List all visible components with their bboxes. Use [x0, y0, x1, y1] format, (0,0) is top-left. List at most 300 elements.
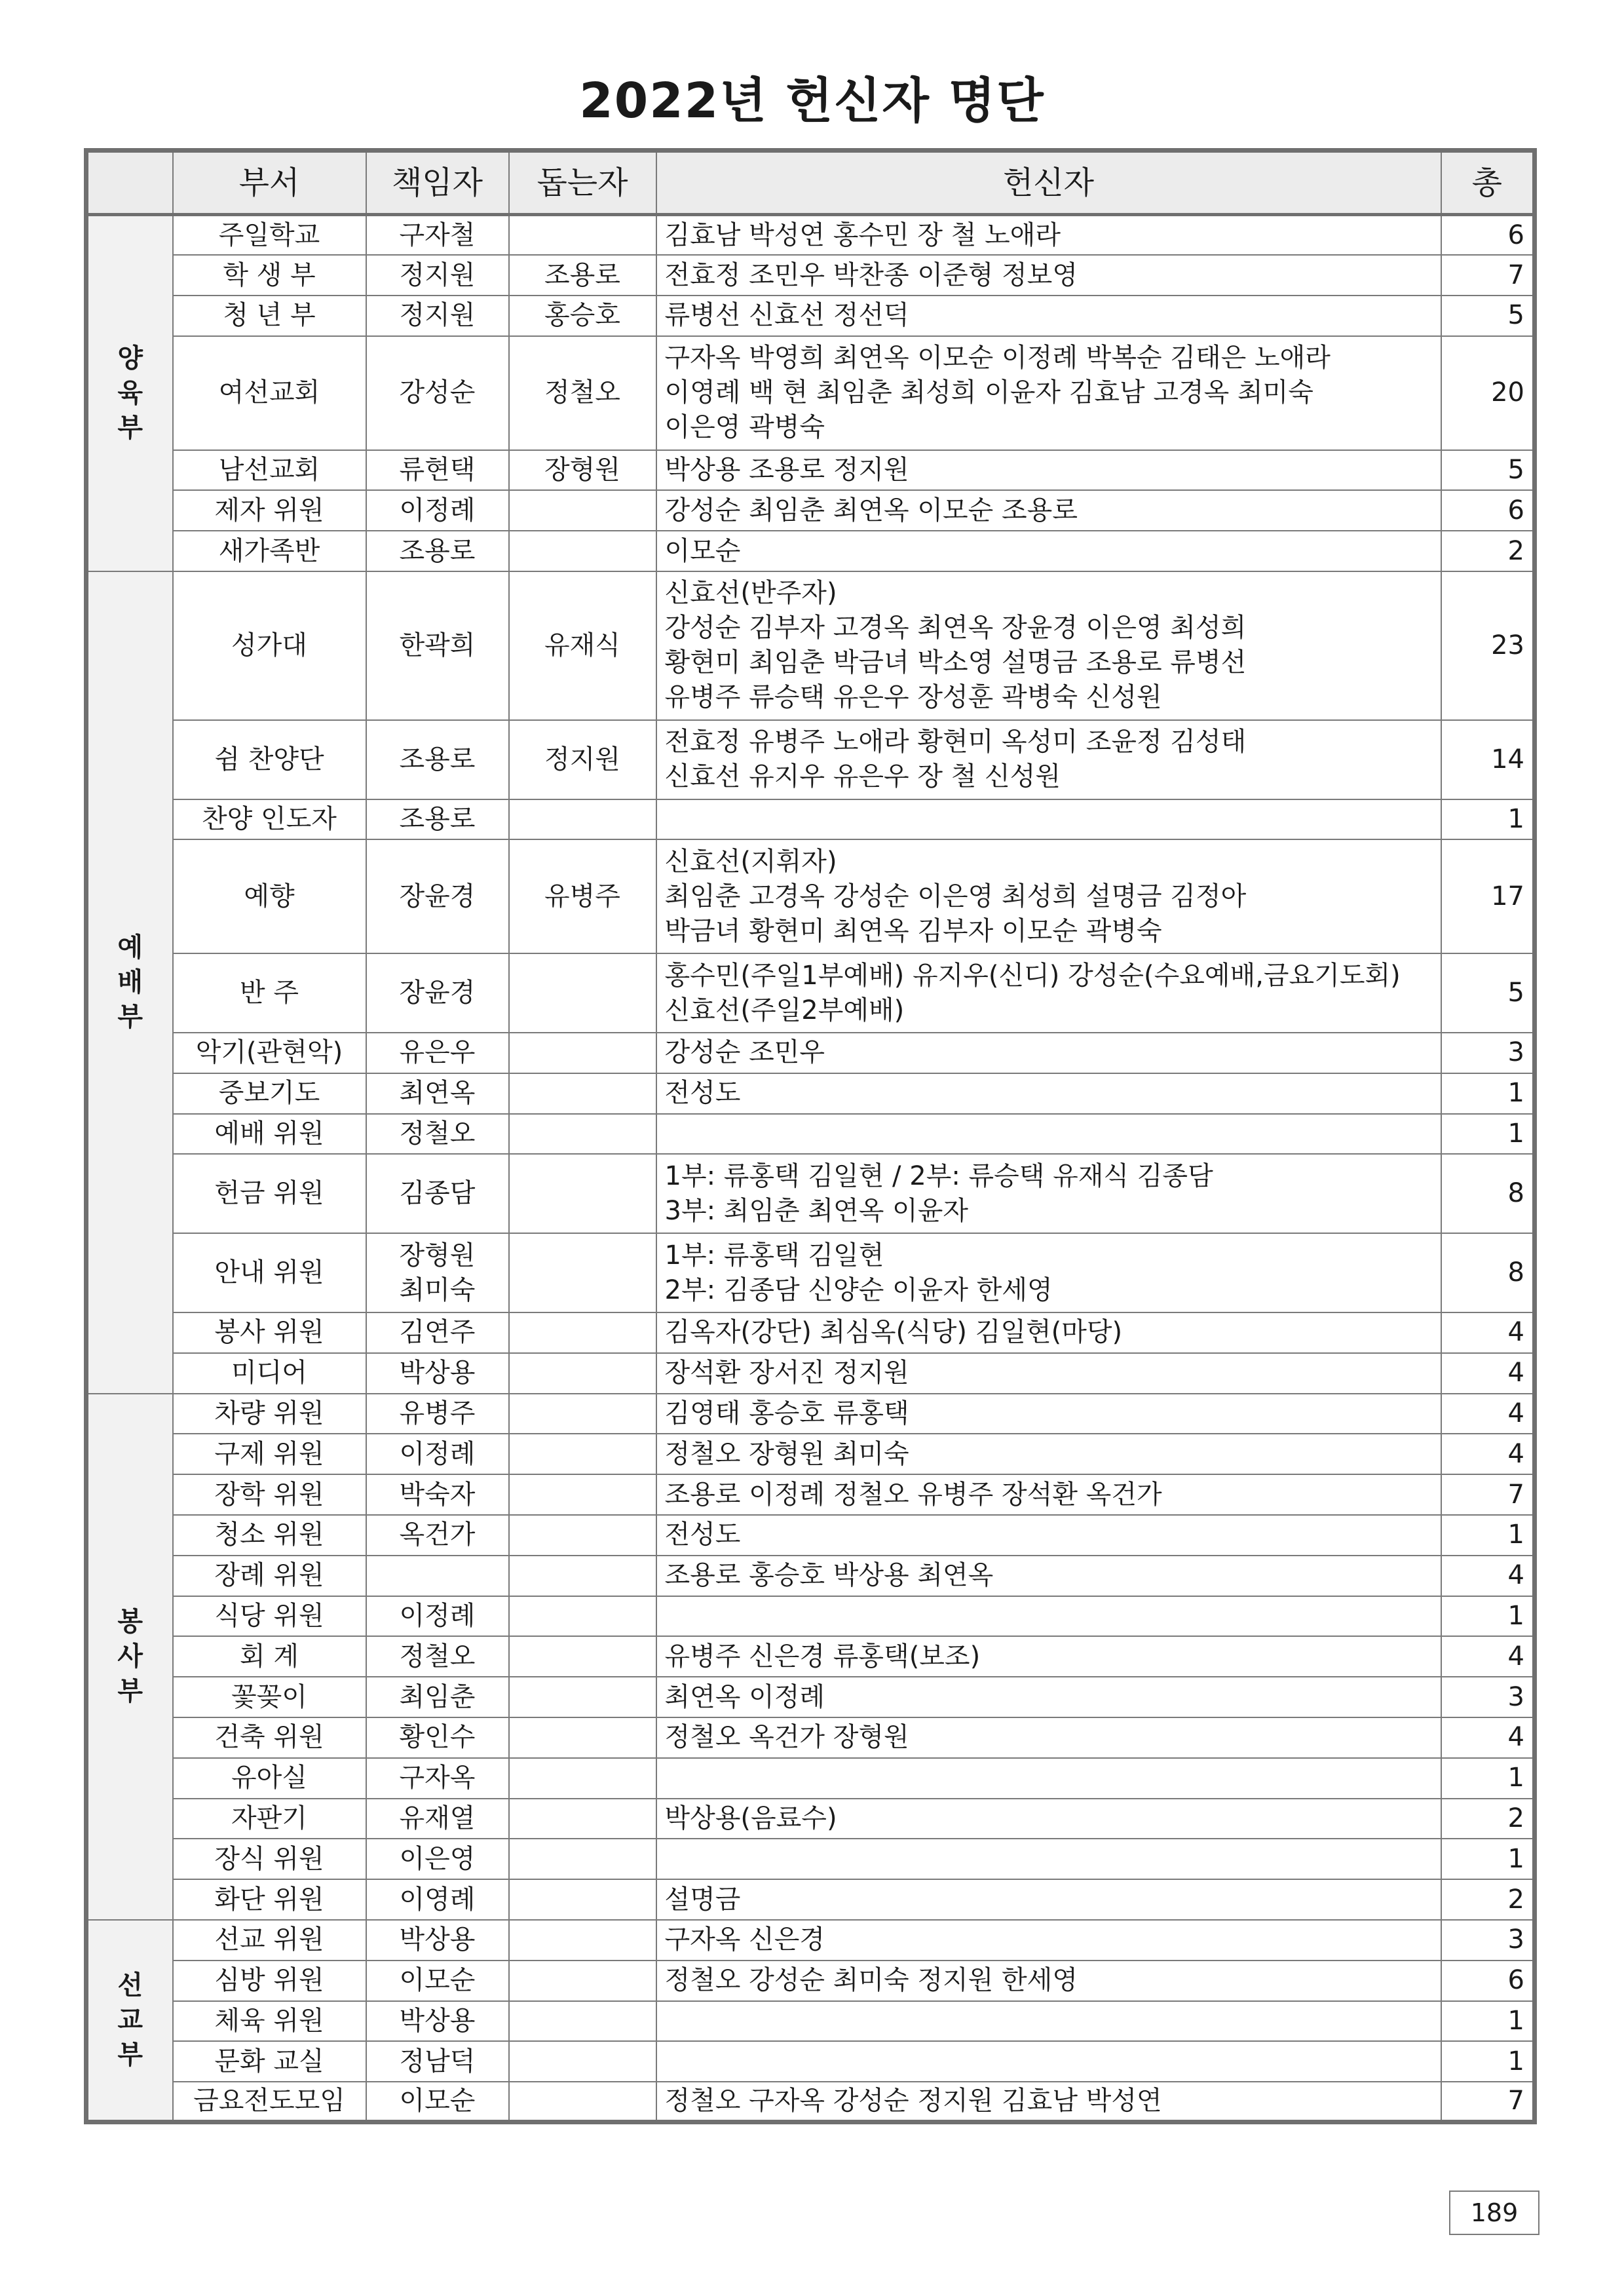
members-cell	[656, 1353, 1441, 1394]
helper-cell: 정철오	[509, 336, 656, 450]
total-cell: 4	[1441, 1636, 1535, 1677]
unit-cell: 체육 위원	[173, 2001, 366, 2042]
helper-cell	[509, 1233, 656, 1312]
helper-cell: 홍승호	[509, 296, 656, 336]
table-row	[86, 1799, 1535, 1839]
total-cell: 1	[1441, 1073, 1535, 1114]
members-cell	[656, 531, 1441, 571]
unit-cell: 중보기도	[173, 1073, 366, 1114]
unit-cell: 봉사 위원	[173, 1312, 366, 1353]
devotee-roster-table	[84, 148, 1537, 2124]
table-row	[86, 953, 1535, 1033]
table-row	[86, 450, 1535, 491]
leader-cell	[366, 1233, 509, 1312]
table-row	[86, 531, 1535, 571]
unit-cell: 헌금 위원	[173, 1154, 366, 1233]
members-line: 신효선(지휘자)	[664, 846, 837, 877]
helper-cell: 정지원	[509, 720, 656, 799]
department-name-char: 교	[117, 2004, 143, 2035]
helper-cell	[509, 953, 656, 1033]
helper-cell	[509, 1556, 656, 1596]
leader-name: 박숙자	[399, 1479, 476, 1510]
total-cell: 1	[1441, 1114, 1535, 1155]
leader-name: 정철오	[399, 1119, 476, 1149]
total-cell: 7	[1441, 1474, 1535, 1515]
header-dept	[86, 151, 173, 215]
members-line: 강성순 최임춘 최연옥 이모순 조용로	[664, 495, 1078, 526]
members-cell	[656, 2082, 1441, 2122]
members-line: 최연옥 이정례	[664, 1681, 825, 1712]
department-name-char: 양	[117, 343, 143, 374]
leader-cell	[366, 1312, 509, 1353]
helper-cell	[509, 531, 656, 571]
leader-name: 장형원	[399, 1240, 476, 1271]
helper-cell	[509, 1434, 656, 1474]
table-row	[86, 1677, 1535, 1717]
unit-cell: 예배 위원	[173, 1114, 366, 1155]
members-line: 3부: 최임춘 최연옥 이윤자	[664, 1195, 968, 1226]
leader-name: 장윤경	[399, 881, 476, 911]
members-line: 김효남 박성연 홍수민 장 철 노애라	[664, 220, 1061, 250]
leader-cell	[366, 336, 509, 450]
unit-cell: 문화 교실	[173, 2041, 366, 2082]
members-line: 박상용 조용로 정지원	[664, 455, 909, 486]
department-cell	[86, 215, 173, 572]
unit-cell: 새가족반	[173, 531, 366, 571]
unit-cell: 회 계	[173, 1636, 366, 1677]
members-line: 신효선(반주자)	[664, 578, 837, 609]
members-cell	[656, 571, 1441, 720]
unit-cell: 화단 위원	[173, 1879, 366, 1920]
total-cell: 5	[1441, 953, 1535, 1033]
department-cell	[86, 1394, 173, 1920]
unit-cell: 차량 위원	[173, 1394, 366, 1434]
members-cell	[656, 1114, 1441, 1155]
leader-name: 김종담	[399, 1178, 476, 1209]
members-line: 1부: 류홍택 김일현 / 2부: 류승택 유재식 김종담	[664, 1160, 1213, 1191]
total-cell: 7	[1441, 255, 1535, 296]
members-line: 신효선(주일2부예배)	[664, 995, 905, 1025]
unit-cell: 청소 위원	[173, 1515, 366, 1556]
leader-cell	[366, 296, 509, 336]
unit-cell: 제자 위원	[173, 490, 366, 531]
table-row	[86, 1154, 1535, 1233]
leader-name: 유병주	[399, 1398, 476, 1429]
members-line: 조용로 이정례 정철오 유병주 장석환 옥건가	[664, 1479, 1162, 1510]
helper-cell	[509, 1114, 656, 1155]
leader-name: 이은영	[399, 1843, 476, 1874]
table-row	[86, 1717, 1535, 1758]
leader-cell	[366, 531, 509, 571]
members-cell	[656, 1394, 1441, 1434]
table-row	[86, 1114, 1535, 1155]
leader-name: 김연주	[399, 1317, 476, 1348]
helper-cell: 유병주	[509, 839, 656, 953]
members-line: 전성도	[664, 1078, 741, 1109]
header-total: 총	[1441, 151, 1535, 215]
members-line: 이모순	[664, 535, 741, 566]
table-row	[86, 1596, 1535, 1637]
department-name-char: 부	[117, 2039, 143, 2070]
department-name-char: 부	[117, 1675, 143, 1706]
unit-cell: 청 년 부	[173, 296, 366, 336]
members-line: 유병주 류승택 유은우 장성훈 곽병숙 신성원	[664, 682, 1162, 713]
members-cell	[656, 1636, 1441, 1677]
total-cell: 6	[1441, 490, 1535, 531]
helper-cell	[509, 1799, 656, 1839]
table-row	[86, 1636, 1535, 1677]
members-line: 강성순 김부자 고경옥 최연옥 장윤경 이은영 최성희	[664, 613, 1247, 643]
unit-cell: 유아실	[173, 1758, 366, 1799]
unit-cell: 건축 위원	[173, 1717, 366, 1758]
leader-cell	[366, 2082, 509, 2122]
leader-name: 이정례	[399, 1601, 476, 1632]
unit-cell: 안내 위원	[173, 1233, 366, 1312]
members-cell	[656, 1879, 1441, 1920]
leader-cell	[366, 1758, 509, 1799]
table-row	[86, 2041, 1535, 2082]
unit-cell: 선교 위원	[173, 1920, 366, 1961]
department-name-char: 예	[117, 932, 143, 963]
leader-name: 조용로	[399, 535, 476, 566]
total-cell: 7	[1441, 2082, 1535, 2122]
members-cell	[656, 1515, 1441, 1556]
unit-cell: 심방 위원	[173, 1961, 366, 2001]
members-cell	[656, 1839, 1441, 1879]
leader-name: 정지원	[399, 300, 476, 331]
table-row	[86, 1515, 1535, 1556]
total-cell: 6	[1441, 215, 1535, 256]
leader-cell	[366, 839, 509, 953]
unit-cell: 쉼 찬양단	[173, 720, 366, 799]
members-line: 정철오 옥건가 장형원	[664, 1722, 909, 1753]
leader-name: 이정례	[399, 495, 476, 526]
leader-name: 이영례	[399, 1884, 476, 1915]
department-name-char: 배	[117, 966, 143, 997]
department-name-char: 사	[117, 1641, 143, 1672]
leader-cell	[366, 953, 509, 1033]
table-row	[86, 336, 1535, 450]
members-cell	[656, 1033, 1441, 1073]
total-cell: 4	[1441, 1556, 1535, 1596]
members-cell	[656, 1312, 1441, 1353]
unit-cell: 장식 위원	[173, 1839, 366, 1879]
leader-cell	[366, 571, 509, 720]
leader-name: 황인수	[399, 1722, 476, 1753]
total-cell: 3	[1441, 1920, 1535, 1961]
helper-cell	[509, 1515, 656, 1556]
table-row	[86, 1233, 1535, 1312]
total-cell: 2	[1441, 531, 1535, 571]
leader-name: 이정례	[399, 1438, 476, 1469]
department-cell	[86, 1920, 173, 2122]
leader-name: 박상용	[399, 1924, 476, 1955]
members-line: 류병선 신효선 정선덕	[664, 300, 909, 331]
unit-cell: 예향	[173, 839, 366, 953]
table-row	[86, 255, 1535, 296]
unit-cell: 자판기	[173, 1799, 366, 1839]
leader-cell	[366, 720, 509, 799]
leader-cell	[366, 1394, 509, 1434]
members-cell	[656, 1556, 1441, 1596]
table-row	[86, 215, 1535, 256]
header-helper: 돕는자	[509, 151, 656, 215]
members-cell	[656, 1717, 1441, 1758]
leader-name: 장윤경	[399, 978, 476, 1008]
table-row	[86, 1033, 1535, 1073]
members-cell	[656, 450, 1441, 491]
leader-name: 이모순	[399, 1965, 476, 1996]
leader-cell	[366, 1556, 509, 1596]
leader-name: 박상용	[399, 2005, 476, 2036]
members-line: 장석환 장서진 정지원	[664, 1358, 909, 1388]
leader-cell	[366, 1677, 509, 1717]
members-cell	[656, 1474, 1441, 1515]
members-line: 박상용(음료수)	[664, 1803, 837, 1833]
helper-cell	[509, 215, 656, 256]
members-cell	[656, 1677, 1441, 1717]
unit-cell: 장례 위원	[173, 1556, 366, 1596]
total-cell: 1	[1441, 2001, 1535, 2042]
total-cell: 6	[1441, 1961, 1535, 2001]
table-row	[86, 571, 1535, 720]
total-cell: 3	[1441, 1033, 1535, 1073]
members-cell	[656, 1799, 1441, 1839]
leader-name: 박상용	[399, 1358, 476, 1388]
leader-name: 한곽희	[399, 630, 476, 660]
table-body	[86, 215, 1535, 2122]
leader-cell	[366, 1474, 509, 1515]
members-cell	[656, 839, 1441, 953]
helper-cell	[509, 1758, 656, 1799]
leader-cell	[366, 1879, 509, 1920]
members-line: 김옥자(강단) 최심옥(식당) 김일현(마당)	[664, 1317, 1123, 1348]
leader-name: 조용로	[399, 744, 476, 775]
helper-cell: 조용로	[509, 255, 656, 296]
helper-cell	[509, 1033, 656, 1073]
table-row	[86, 799, 1535, 840]
leader-cell	[366, 490, 509, 531]
members-cell	[656, 1596, 1441, 1637]
table-header-row	[86, 151, 1535, 215]
table-row	[86, 1353, 1535, 1394]
members-cell	[656, 2001, 1441, 2042]
unit-cell: 학 생 부	[173, 255, 366, 296]
table-row	[86, 1434, 1535, 1474]
leader-cell	[366, 1596, 509, 1637]
table-row	[86, 839, 1535, 953]
leader-cell	[366, 450, 509, 491]
table-row	[86, 1394, 1535, 1434]
total-cell: 4	[1441, 1434, 1535, 1474]
helper-cell	[509, 2041, 656, 2082]
total-cell: 2	[1441, 1879, 1535, 1920]
leader-cell	[366, 255, 509, 296]
helper-cell	[509, 1596, 656, 1637]
department-cell	[86, 571, 173, 1394]
members-cell	[656, 1233, 1441, 1312]
helper-cell	[509, 1353, 656, 1394]
total-cell: 4	[1441, 1353, 1535, 1394]
helper-cell	[509, 1677, 656, 1717]
leader-name: 류현택	[399, 455, 476, 486]
unit-cell: 남선교회	[173, 450, 366, 491]
members-line: 1부: 류홍택 김일현	[664, 1240, 884, 1271]
leader-cell	[366, 215, 509, 256]
leader-name: 이모순	[399, 2086, 476, 2116]
members-line: 이영례 백 현 최임춘 최성희 이윤자 김효남 고경옥 최미숙	[664, 377, 1313, 408]
helper-cell	[509, 2082, 656, 2122]
unit-cell: 주일학교	[173, 215, 366, 256]
leader-cell	[366, 1154, 509, 1233]
members-line: 황현미 최임춘 박금녀 박소영 설명금 조용로 류병선	[664, 647, 1247, 678]
table-row	[86, 1879, 1535, 1920]
helper-cell	[509, 799, 656, 840]
leader-cell	[366, 1799, 509, 1839]
helper-cell: 유재식	[509, 571, 656, 720]
unit-cell: 찬양 인도자	[173, 799, 366, 840]
total-cell: 3	[1441, 1677, 1535, 1717]
leader-name: 조용로	[399, 804, 476, 835]
total-cell: 8	[1441, 1233, 1535, 1312]
total-cell: 1	[1441, 1515, 1535, 1556]
members-cell	[656, 953, 1441, 1033]
unit-cell: 꽃꽂이	[173, 1677, 366, 1717]
leader-name: 옥건가	[399, 1520, 476, 1550]
helper-cell	[509, 1312, 656, 1353]
members-cell	[656, 799, 1441, 840]
members-cell	[656, 336, 1441, 450]
members-line: 이은영 곽병숙	[664, 412, 825, 443]
unit-cell: 여선교회	[173, 336, 366, 450]
unit-cell: 미디어	[173, 1353, 366, 1394]
members-line: 구자옥 신은경	[664, 1924, 825, 1955]
department-name-char: 봉	[117, 1606, 143, 1637]
members-line: 신효선 유지우 유은우 장 철 신성원	[664, 761, 1061, 792]
helper-cell	[509, 1717, 656, 1758]
header-members: 헌신자	[656, 151, 1441, 215]
total-cell: 8	[1441, 1154, 1535, 1233]
members-cell	[656, 720, 1441, 799]
members-line: 박금녀 황현미 최연옥 김부자 이모순 곽병숙	[664, 915, 1162, 946]
leader-name: 정철오	[399, 1641, 476, 1672]
total-cell: 1	[1441, 2041, 1535, 2082]
helper-cell	[509, 490, 656, 531]
leader-name: 최연옥	[399, 1078, 476, 1109]
members-line: 강성순 조민우	[664, 1037, 825, 1068]
total-cell: 1	[1441, 799, 1535, 840]
members-line: 정철오 구자옥 강성순 정지원 김효남 박성연	[664, 2086, 1162, 2116]
leader-name: 유재열	[399, 1803, 476, 1833]
leader-cell	[366, 1961, 509, 2001]
table-row	[86, 2082, 1535, 2122]
unit-cell: 반 주	[173, 953, 366, 1033]
header-leader: 책임자	[366, 151, 509, 215]
unit-cell: 성가대	[173, 571, 366, 720]
helper-cell	[509, 1961, 656, 2001]
unit-cell: 금요전도모임	[173, 2082, 366, 2122]
members-line: 구자옥 박영희 최연옥 이모순 이정례 박복순 김태은 노애라	[664, 343, 1331, 373]
total-cell: 1	[1441, 1839, 1535, 1879]
members-cell	[656, 1073, 1441, 1114]
members-line: 정철오 장형원 최미숙	[664, 1438, 909, 1469]
department-name-char: 부	[117, 1001, 143, 1032]
helper-cell	[509, 1636, 656, 1677]
members-line: 정철오 강성순 최미숙 정지원 한세영	[664, 1965, 1078, 1996]
helper-cell	[509, 1879, 656, 1920]
members-cell	[656, 1920, 1441, 1961]
total-cell: 2	[1441, 1799, 1535, 1839]
members-cell	[656, 1961, 1441, 2001]
department-name-char: 육	[117, 378, 143, 409]
unit-cell: 악기(관현악)	[173, 1033, 366, 1073]
leader-cell	[366, 1636, 509, 1677]
unit-cell: 식당 위원	[173, 1596, 366, 1637]
leader-name: 유은우	[399, 1037, 476, 1068]
total-cell: 23	[1441, 571, 1535, 720]
page-number: 189	[1449, 2191, 1539, 2235]
leader-cell	[366, 1515, 509, 1556]
table-row	[86, 1556, 1535, 1596]
members-cell	[656, 1434, 1441, 1474]
members-cell	[656, 1154, 1441, 1233]
leader-name: 정남덕	[399, 2046, 476, 2076]
total-cell: 17	[1441, 839, 1535, 953]
leader-cell	[366, 1033, 509, 1073]
table-row	[86, 1312, 1535, 1353]
leader-name: 강성순	[399, 377, 476, 408]
total-cell: 4	[1441, 1394, 1535, 1434]
members-cell	[656, 215, 1441, 256]
helper-cell: 장형원	[509, 450, 656, 491]
leader-name: 구자옥	[399, 1763, 476, 1793]
department-name-char: 부	[117, 413, 143, 444]
table-row	[86, 1920, 1535, 1961]
page-title: 2022년 헌신자 명단	[579, 73, 1045, 129]
helper-cell	[509, 1073, 656, 1114]
leader-cell	[366, 2041, 509, 2082]
members-line: 최임춘 고경옥 강성순 이은영 최성희 설명금 김정아	[664, 881, 1247, 911]
table-row	[86, 1839, 1535, 1879]
members-line: 전성도	[664, 1520, 741, 1550]
helper-cell	[509, 2001, 656, 2042]
table-row	[86, 296, 1535, 336]
helper-cell	[509, 1920, 656, 1961]
leader-cell	[366, 1717, 509, 1758]
leader-name: 정지원	[399, 259, 476, 290]
total-cell: 1	[1441, 1596, 1535, 1637]
members-line: 2부: 김종담 신양순 이윤자 한세영	[664, 1274, 1053, 1305]
members-cell	[656, 1758, 1441, 1799]
members-line: 전효정 유병주 노애라 황현미 옥성미 조윤정 김성태	[664, 727, 1247, 757]
helper-cell	[509, 1474, 656, 1515]
leader-name: 최미숙	[399, 1274, 476, 1305]
members-line: 설명금	[664, 1884, 741, 1915]
total-cell: 14	[1441, 720, 1535, 799]
leader-cell	[366, 799, 509, 840]
leader-cell	[366, 1353, 509, 1394]
total-cell: 1	[1441, 1758, 1535, 1799]
members-cell	[656, 490, 1441, 531]
department-name-char: 선	[117, 1970, 143, 2000]
table-row	[86, 1961, 1535, 2001]
leader-cell	[366, 1434, 509, 1474]
members-cell	[656, 2041, 1441, 2082]
unit-cell: 구제 위원	[173, 1434, 366, 1474]
leader-cell	[366, 1920, 509, 1961]
members-line: 유병주 신은경 류홍택(보조)	[664, 1641, 981, 1672]
leader-cell	[366, 2001, 509, 2042]
